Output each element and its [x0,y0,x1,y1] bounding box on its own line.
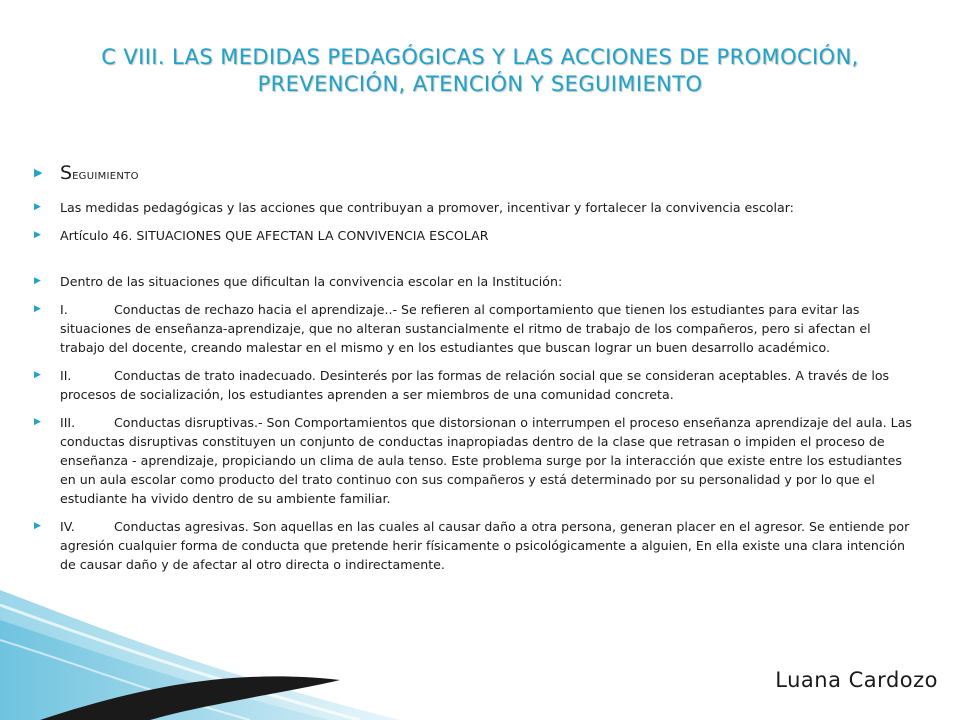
section-heading [34,162,914,186]
list-item [34,198,914,217]
list-item-text: Conductas agresivas. Son aquellas en las cuales al causar daño a otra persona, generan placer en el agresor. Se entiende por agresión cualquier forma de conducta que pretende herir físicamente o psicológicamente a alguien, En ella existe una clara intención de causar daño y de afectar al otro directa o indirectamente. [60,519,910,572]
list-item [34,226,914,245]
list-item-text: Conductas disruptivas.- Son Comportamientos que distorsionan o interrumpen el proceso enseñanza aprendizaje del aula. Las conductas disruptivas constituyen un conjunto de conductas inapropiadas dentro de la clase que retrasan o impiden el proceso de enseñanza - aprendizaje, propiciando un clima de aula tenso. Este problema surge por la interacción que existe entre los estudiantes en un aula escolar como producto del trato continuo con sus compañeros y está determinado por su personalidad y por lo que el estudiante ha vivido dentro de su ambiente familiar. [60,415,912,506]
list-item-text: Las medidas pedagógicas y las acciones que contribuyan a promover, incentivar y fortalecer la convivencia escolar: [60,200,794,215]
bullet-arrow-icon: ▶ [34,417,41,427]
list-item [34,272,914,291]
author-signature: Luana Cardozo [775,668,938,692]
list-item-number: I. [60,302,68,317]
list-item-number: III. [60,415,76,430]
bullet-arrow-icon: ▶ [34,304,41,314]
list-item [34,413,914,508]
heading-rest: eguimiento [72,167,139,183]
list-item-text: Conductas de rechazo hacia el aprendizaje..- Se refieren al comportamiento que tienen los estudiantes para evitar las situaciones de enseñanza-aprendizaje, que no alteran sustancialmente el ritmo de trabajo de los compañeros, pero si afectan el trabajo del docente, creando malestar en el mismo y en los estudiantes que buscan lograr un buen desarrollo académico. [60,302,871,355]
list-item-number: II. [60,368,72,383]
list-item-text: Dentro de las situaciones que dificultan la convivencia escolar en la Institución: [60,274,563,289]
bullet-arrow-icon: ▶ [34,521,41,531]
slide-title-line-2: PREVENCIÓN, ATENCIÓN Y SEGUIMIENTO [257,72,703,96]
bullet-arrow-icon: ▶ [34,276,41,286]
heading-initial: S [60,162,73,184]
list-item-number: IV. [60,519,75,534]
bullet-arrow-icon: ▶ [34,230,41,240]
bullet-arrow-icon: ▶ [34,370,41,380]
list-item [34,366,914,404]
list-item [34,517,914,574]
slide-content [34,162,914,583]
bullet-arrow-icon: ▶ [34,166,43,179]
list-item-text: Conductas de trato inadecuado. Desinterés por las formas de relación social que se consideran aceptables. A través de los procesos de socialización, los estudiantes aprenden a ser miembros de una comunidad concreta. [60,368,890,402]
decorative-waves [0,560,400,720]
list-item-text: Artículo 46. SITUACIONES QUE AFECTAN LA CONVIVENCIA ESCOLAR [60,228,489,243]
bullet-arrow-icon: ▶ [34,202,41,212]
slide-title [40,44,920,98]
slide-title-line-1: C VIII. LAS MEDIDAS PEDAGÓGICAS Y LAS ACCIONES DE PROMOCIÓN, [101,45,859,69]
list-item [34,300,914,357]
